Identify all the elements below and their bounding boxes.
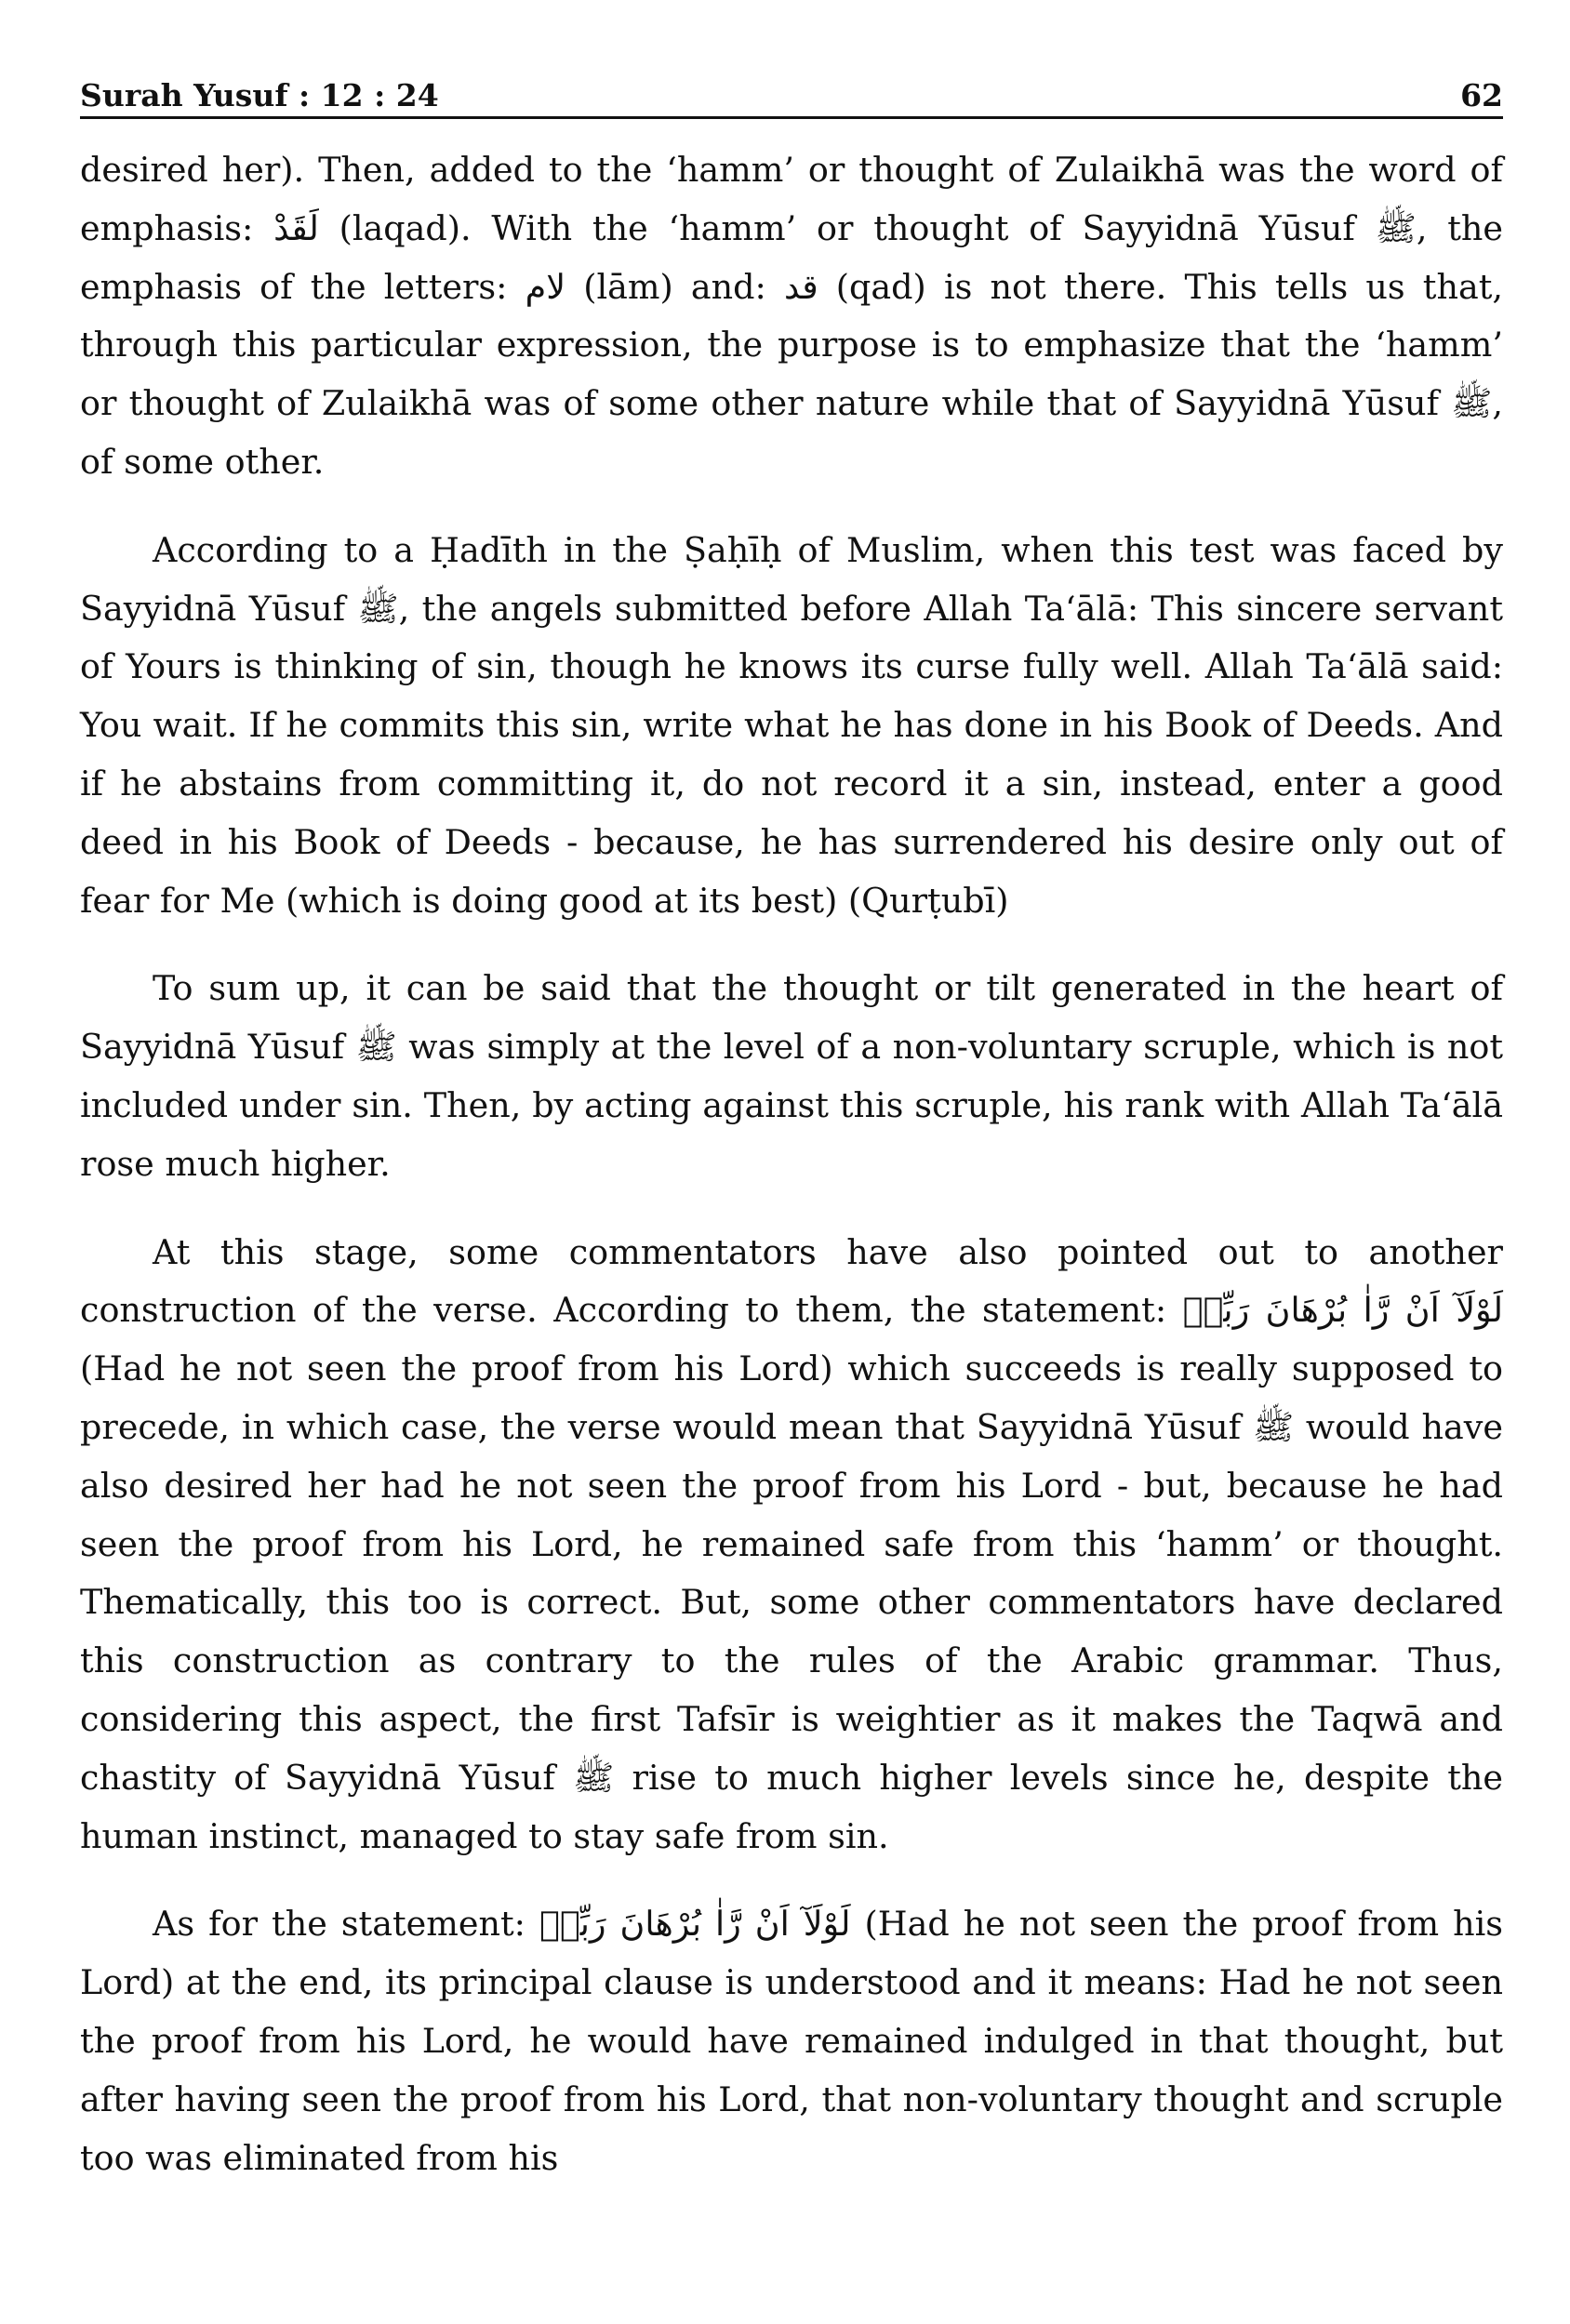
- running-header: [80, 54, 1503, 113]
- page-number: 62: [1460, 77, 1503, 113]
- paragraph-5: As for the statement: لَوْلَآ اَنْ رَّاٰ بُرْهَانَ رَبِّهٖ (Had he not seen the proof from his Lord) at the end, its principal clause is understood and it means: Had he not seen the proof from his Lord, he would have remained indulged in that thought, but after having seen the proof from his Lord, that non-voluntary thought and scruple too was eliminated from his: [80, 1904, 1503, 2178]
- paragraph-4: At this stage, some commentators have also pointed out to another construction of the verse. According to them, the statement: لَوْلَآ اَنْ رَّاٰ بُرْهَانَ رَبِّهٖ (Had he not seen the proof from his Lord) which succeeds is really supposed to precede, in which case, the verse would mean that Sayyidnā Yūsuf ﷺ would have also desired her had he not seen the proof from his Lord - but, because he had seen the proof from his Lord, he remained safe from this ‘hamm’ or thought. Thematically, this too is correct. But, some other commentators have declared this construction as contrary to the rules of the Arabic grammar. Thus, considering this aspect, the first Tafsīr is weightier as it makes the Taqwā and chastity of Sayyidnā Yūsuf ﷺ rise to much higher levels since he, despite the human instinct, managed to stay safe from sin.: [80, 1231, 1503, 1856]
- paragraph-3: To sum up, it can be said that the thought or tilt generated in the heart of Sayyidnā Yūsuf ﷺ was simply at the level of a non-voluntary scruple, which is not included under sin. Then, by acting against this scruple, his rank with Allah Ta‘ālā rose much higher.: [80, 968, 1503, 1184]
- header-rule: [80, 116, 1503, 119]
- paragraph-1: desired her). Then, added to the ‘hamm’ or thought of Zulaikhā was the word of emphasis: لَقَدْ (laqad). With the ‘hamm’ or thought of Sayyidnā Yūsuf ﷺ, the emphasis of the letters: لام (lām) and: قد (qad) is not there. This tells us that, through this particular expression, the purpose is to emphasize that the ‘hamm’ or thought of Zulaikhā was of some other nature while that of Sayyidnā Yūsuf ﷺ, of some other.: [80, 150, 1504, 482]
- body-text: [80, 141, 1503, 2217]
- surah-reference: Surah Yusuf : 12 : 24: [80, 77, 439, 113]
- paragraph-2: According to a Ḥadīth in the Ṣaḥīḥ of Muslim, when this test was faced by Sayyidnā Yūsuf ﷺ, the angels submitted before Allah Ta‘ālā: This sincere servant of Yours is thinking of sin, though he knows its curse fully well. Allah Ta‘ālā said: You wait. If he commits this sin, write what he has done in his Book of Deeds. And if he abstains from committing it, do not record it a sin, instead, enter a good deed in his Book of Deeds - because, he has surrendered his desire only out of fear for Me (which is doing good at its best) (Qurṭubī): [80, 529, 1503, 921]
